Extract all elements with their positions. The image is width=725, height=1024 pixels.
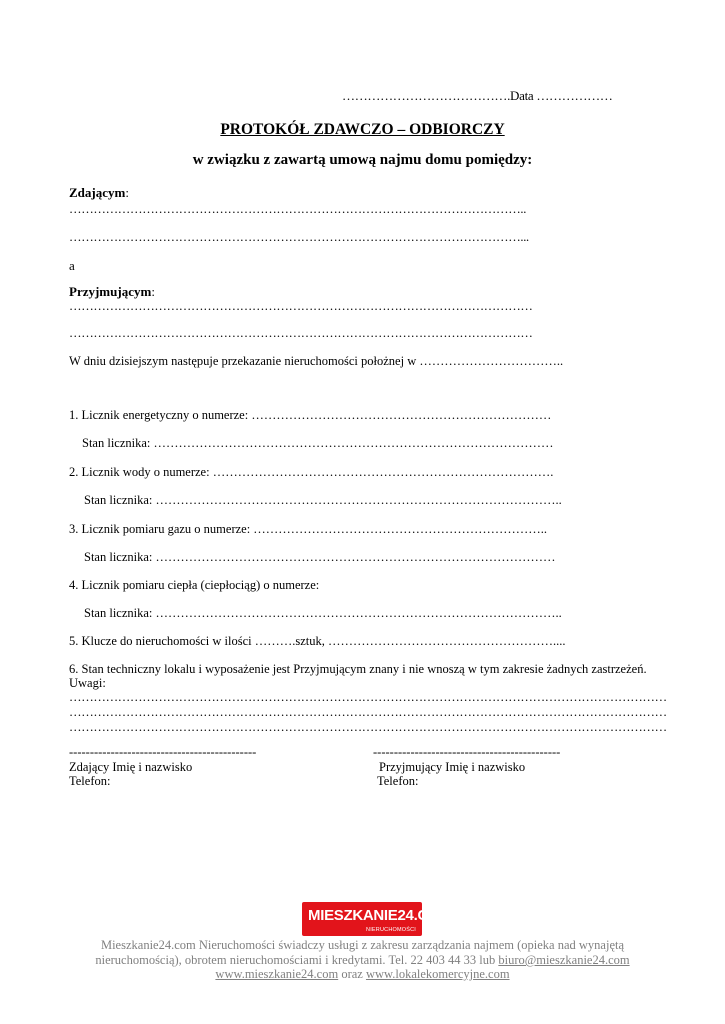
date-line: ………………………………….Data ……………… [342,88,613,103]
footer-email-link[interactable]: biuro@mieszkanie24.com [498,953,630,967]
handover-statement[interactable]: W dniu dzisiejszym następuje przekazanie nieruchomości położnej w …………………………….. [69,354,564,368]
footer-oraz: oraz [338,967,366,981]
zdajacy-heading [69,185,129,201]
item-gas-reading[interactable]: Stan licznika: …………………………………………………………………………………… [84,550,556,564]
przyjmujacy-label: Przyjmującym [69,284,152,299]
zdajacy-colon: : [125,185,129,200]
logo-subtext: NIERUCHOMOŚCI [366,927,416,933]
uwagi-line-2[interactable]: ………………………………………………………………………………………………………………………………… [69,705,667,719]
zdajacy-label: Zdającym [69,185,126,200]
przyjmujacy-line-2[interactable]: …………………………………………………………………………………………………… [69,326,533,340]
signature-phone-left: Telefon: [69,774,111,788]
footer-line-3 [0,967,725,982]
uwagi-line-1[interactable]: ………………………………………………………………………………………………………………………………… [69,690,667,704]
signature-line-left[interactable]: --------------------------------------------- [69,745,257,759]
footer-site-link-1[interactable]: www.mieszkanie24.com [215,967,339,981]
item-energy-reading[interactable]: Stan licznika: …………………………………………………………………………………… [82,436,554,450]
item-water-meter[interactable]: 2. Licznik wody o numerze: ………………………………………………………………………. [69,465,554,479]
uwagi-label: Uwagi: [69,676,106,690]
footer-line-1: Mieszkanie24.com Nieruchomości świadczy usługi z zakresu zarządzania najmem (opieka nad wynajętą [100,938,625,952]
footer-site-link-2[interactable]: www.lokalekomercyjne.com [365,967,510,981]
item-water-reading[interactable]: Stan licznika: …………………………………………………………………………………….. [84,493,562,507]
przyjmujacy-colon: : [151,284,155,299]
zdajacy-line-2[interactable]: …………………………………………………………………………………………………... [69,230,529,244]
logo-text: MIESZKANIE24.COM [308,907,452,924]
conjunction: a [69,258,75,273]
item-heat-meter: 4. Licznik pomiaru ciepła (ciepłociąg) o numerze: [69,578,320,592]
signature-phone-right: Telefon: [377,774,419,788]
signature-name-left: Zdający Imię i nazwisko [69,760,193,774]
przyjmujacy-heading [69,284,155,300]
zdajacy-line-1[interactable]: ………………………………………………………………………………………………….. [69,202,527,216]
item-energy-meter[interactable]: 1. Licznik energetyczny o numerze: ……………………………………………………………… [69,408,552,422]
uwagi-line-3[interactable]: ………………………………………………………………………………………………………………………………… [69,720,667,734]
mieszkanie24-logo [302,902,452,936]
footer-contact-text: nieruchomością), obrotem nieruchomościami i kredytami. Tel. 22 403 44 33 lub [95,953,499,967]
item-heat-reading[interactable]: Stan licznika: …………………………………………………………………………………….. [84,606,562,620]
przyjmujacy-line-1[interactable]: …………………………………………………………………………………………………… [69,299,533,313]
document-subtitle: w związku z zawartą umową najmu domu pomiędzy: [192,152,533,168]
signature-line-right[interactable]: --------------------------------------------- [373,745,561,759]
document-title: PROTOKÓŁ ZDAWCZO – ODBIORCZY [220,121,505,138]
signature-name-right: Przyjmujący Imię i nazwisko [379,760,526,774]
item-gas-meter[interactable]: 3. Licznik pomiaru gazu o numerze: …………………………………………………………….. [69,522,548,536]
footer-line-2 [0,953,725,968]
item-technical-condition: 6. Stan techniczny lokalu i wyposażenie jest Przyjmującym znany i nie wnoszą w tym zakresie żadnych zastrzeżeń. [69,662,647,676]
item-keys[interactable]: 5. Klucze do nieruchomości w ilości ……….sztuk, ……………………………………………….... [69,634,566,648]
